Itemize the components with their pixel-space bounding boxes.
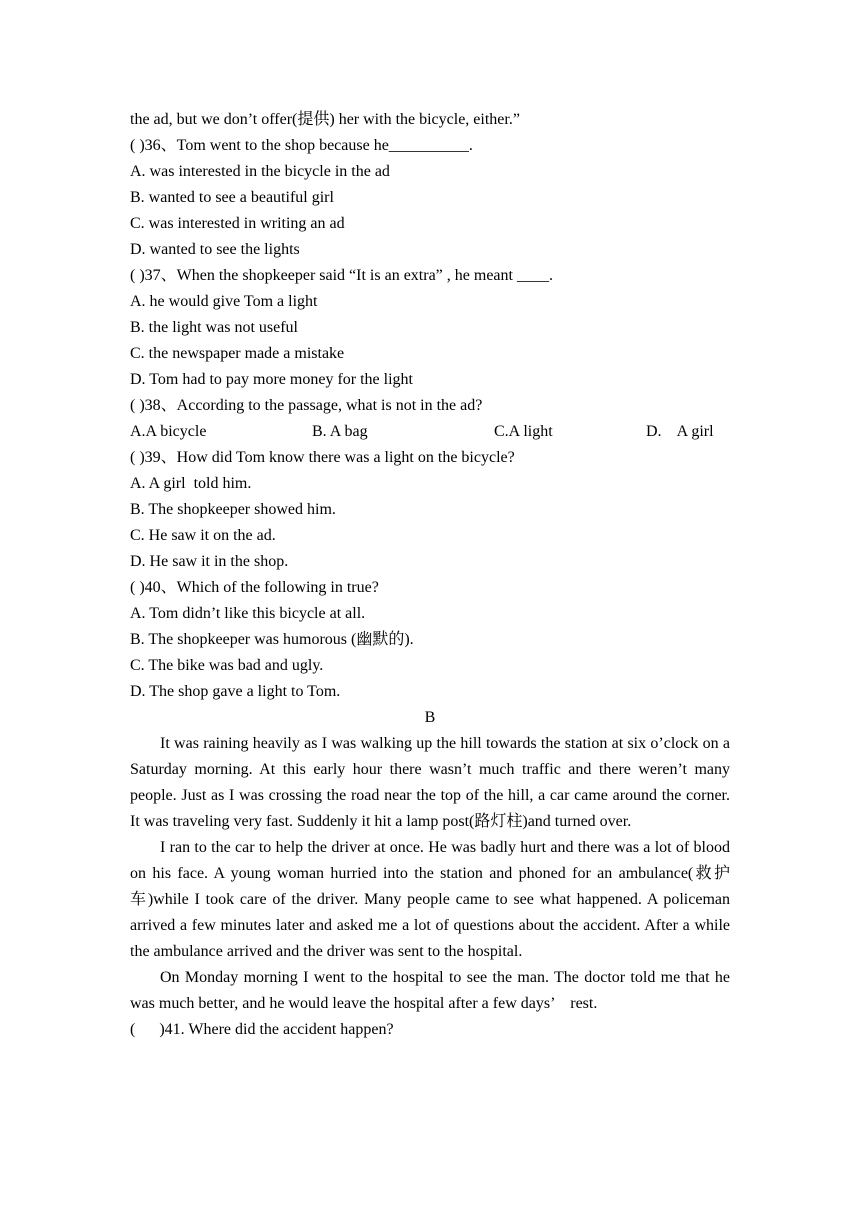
passage-paragraph-2: I ran to the car to help the driver at once. He was badly hurt and there was a lot of blood on his face. A young woman hurried into the station and phoned for an ambulance(救护车)while I took care of the driver. Many people came to see what happened. A policeman arrived a few minutes later and asked me a lot of questions about the accident. After a while the ambulance arrived and the driver was sent to the hospital. [130, 839, 730, 960]
question-36-option-a: A. was interested in the bicycle in the ad [130, 163, 390, 180]
question-40-option-c: C. The bike was bad and ugly. [130, 657, 324, 674]
question-38-option-d: D. A girl [646, 423, 714, 440]
passage-paragraph-3: On Monday morning I went to the hospital to see the man. The doctor told me that he was much better, and he would leave the hospital after a few days’ rest. [130, 969, 734, 1012]
intro-line: the ad, but we don’t offer(提供) her with the bicycle, either.” [130, 111, 520, 128]
question-37-stem: ( )37、When the shopkeeper said “It is an extra” , he meant ____. [130, 267, 553, 284]
question-37-option-d: D. Tom had to pay more money for the light [130, 371, 413, 388]
question-36-option-b: B. wanted to see a beautiful girl [130, 189, 334, 206]
question-39-option-a: A. A girl told him. [130, 475, 252, 492]
question-40-option-a: A. Tom didn’t like this bicycle at all. [130, 605, 366, 622]
question-39-option-d: D. He saw it in the shop. [130, 553, 289, 570]
question-39-option-c: C. He saw it on the ad. [130, 527, 276, 544]
document-page [130, 107, 734, 1043]
question-41-stem: ( )41. Where did the accident happen? [130, 1021, 394, 1038]
passage-paragraph-1: It was raining heavily as I was walking up the hill towards the station at six o’clock on a Saturday morning. At this early hour there wasn’t much traffic and there weren’t many people. Just as I was crossing the road near the top of the hill, a car came around the corner. It was traveling very fast. Suddenly it hit a lamp post(路灯柱)and turned over. [130, 735, 730, 830]
question-36-option-c: C. was interested in writing an ad [130, 215, 345, 232]
section-heading: B [424, 709, 436, 726]
question-38-option-c: C.A light [494, 423, 553, 440]
question-38-option-b: B. A bag [312, 423, 368, 440]
question-36-option-d: D. wanted to see the lights [130, 241, 300, 258]
question-38-stem: ( )38、According to the passage, what is not in the ad? [130, 397, 483, 414]
question-40-option-d: D. The shop gave a light to Tom. [130, 683, 341, 700]
question-37-option-c: C. the newspaper made a mistake [130, 345, 345, 362]
question-36-stem: ( )36、Tom went to the shop because he__________. [130, 137, 473, 154]
question-40-option-b: B. The shopkeeper was humorous (幽默的). [130, 631, 414, 648]
question-39-option-b: B. The shopkeeper showed him. [130, 501, 336, 518]
question-39-stem: ( )39、How did Tom know there was a light on the bicycle? [130, 449, 515, 466]
question-37-option-a: A. he would give Tom a light [130, 293, 318, 310]
question-38-options [130, 419, 730, 445]
question-37-option-b: B. the light was not useful [130, 319, 298, 336]
question-40-stem: ( )40、Which of the following in true? [130, 579, 379, 596]
question-38-option-a: A.A bicycle [130, 423, 207, 440]
